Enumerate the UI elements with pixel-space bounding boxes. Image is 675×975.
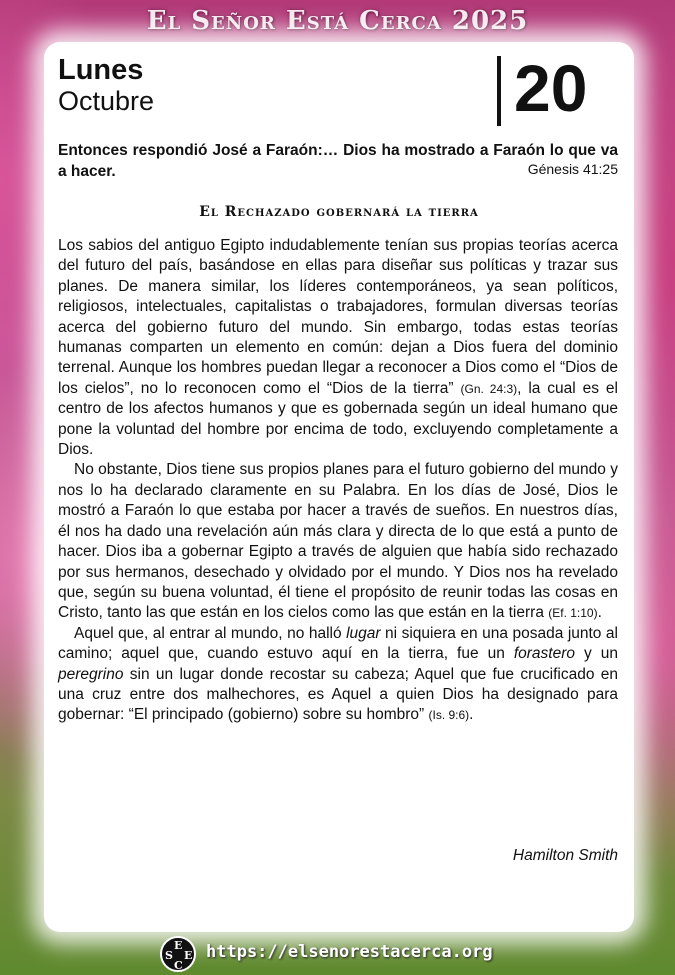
paragraph-3 xyxy=(58,624,618,726)
paragraph-text: y un xyxy=(575,645,619,663)
paragraph-text: sin un lugar donde recostar su cabeza; Aquel que fue crucificado en una cruz entre dos malhechores, es Aquel a quien Dios ha designado para gobernar: “El principado (gobierno) sobre su hombro” xyxy=(58,665,618,724)
weekday: Lunes xyxy=(58,54,144,86)
emphasis: peregrino xyxy=(58,665,124,683)
emphasis: forastero xyxy=(513,645,575,663)
scripture-reference: (Is. 9:6) xyxy=(428,708,470,723)
esec-logo-icon xyxy=(160,936,196,972)
devotional-body xyxy=(58,236,618,726)
paragraph-text: . xyxy=(469,706,474,724)
scripture-reference: (Gn. 24:3) xyxy=(460,381,518,396)
paragraph-text: , la cual es el centro de los afectos humanos y que es gobernada según un ideal humano que pone la voluntad del hombre por encima de todo, excluyendo completamente a Dios. xyxy=(58,379,618,459)
paragraph-text: . xyxy=(597,604,602,622)
website-link[interactable]: https://elsenorestacerca.org xyxy=(206,942,493,962)
date-divider xyxy=(497,56,501,126)
scripture-reference: (Ef. 1:10) xyxy=(548,606,598,621)
section-title: El Rechazado gobernará la tierra xyxy=(199,204,479,220)
logo-letter: E xyxy=(174,939,183,952)
paragraph-text: Los sabios del antiguo Egipto indudablemente tenían sus propias teorías acerca del futuro del país, basándose en ellas para diseñar sus políticas y trazar sus planes. De manera similar, los líderes contemporáneos, ya sean políticos, religiosos, intelectuales, capitalistas o trabajadores, formulan diversas teorías acerca del gobierno futuro del mundo. Sin embargo, todas estas teorías humanas comparten un elemento en común: dejan a Dios fuera del dominio terrenal. Aunque los hombres puedan llegar a reconocer a Dios como el “Dios de los cielos”, no lo reconocen como el “Dios de la tierra” xyxy=(58,237,618,397)
footer xyxy=(0,936,675,972)
logo-letter: E xyxy=(184,949,193,962)
page-header-title: El Señor Está Cerca 2025 xyxy=(146,6,529,36)
key-verse: Entonces respondió José a Faraón:… Dios ha mostrado a Faraón lo que va a hacer. xyxy=(58,142,618,180)
paragraph-text: Aquel que, al entrar al mundo, no halló xyxy=(74,624,347,642)
month: Octubre xyxy=(58,86,155,116)
paragraph-text: ni siquiera en una posada junto al camino; aquel que, cuando estuvo aquí en la tierra, fue un xyxy=(58,624,618,663)
logo-letter: S xyxy=(165,949,173,962)
paragraph-text: No obstante, Dios tiene sus propios planes para el futuro gobierno del mundo y nos lo ha declarado claramente en su Palabra. En los días de José, Dios le mostró a Faraón lo que estaba por hacer a través de sueños. En nuestros días, él nos ha dado una revelación aún más clara y directa de lo que está a punto de hacer. Dios iba a gobernar Egipto a través de alguien que había sido rechazado por sus hermanos, desechado y olvidado por el mundo. Y Dios nos ha revelado que, según su buena voluntad, él tiene el propósito de reunir todas las cosas en Cristo, tanto las que están en los cielos como las que están en la tierra xyxy=(58,461,618,622)
emphasis: lugar xyxy=(346,624,381,642)
paragraph-1 xyxy=(58,236,618,460)
verse-reference: Génesis 41:25 xyxy=(527,161,618,177)
devotional-card xyxy=(44,42,634,932)
logo-letter: C xyxy=(174,959,183,972)
day-number: 20 xyxy=(514,51,588,125)
author-signature: Hamilton Smith xyxy=(512,847,618,864)
paragraph-2 xyxy=(58,460,618,623)
